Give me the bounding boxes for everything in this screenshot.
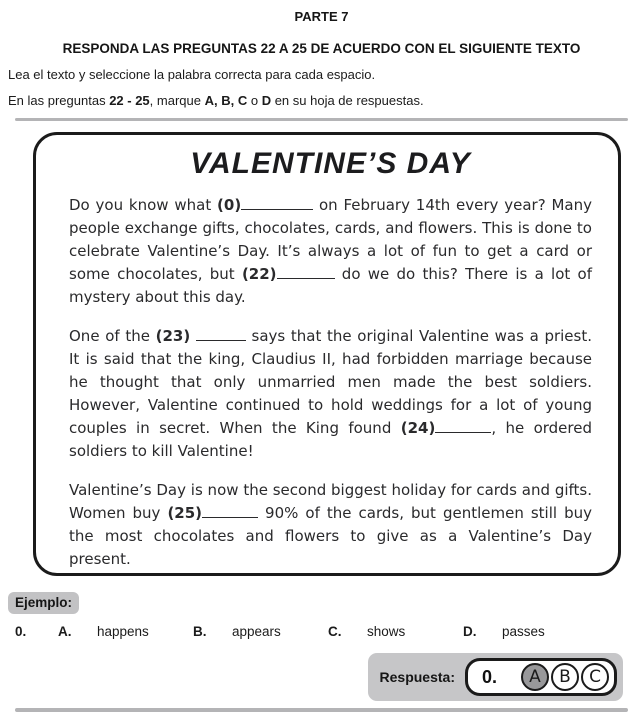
example-options-row: [15, 624, 643, 639]
bottom-divider: [15, 708, 628, 712]
answer-bubble-b[interactable]: B: [551, 663, 579, 691]
option-letter-d: D.: [463, 624, 477, 639]
fill-in-blank: [435, 418, 491, 433]
passage-paragraph-1: Do you know what (0) on February 14th every year? Many people exchange gifts, chocolates, cards, and flowers. This is done to celebrate Valentine’s Day. It’s always a lot of fun to get a card or some chocolates, but (22) do we do this? There is a lot of mystery about this day.: [69, 196, 592, 306]
passage-paragraph-2: One of the (23) says that the original Valentine was a priest. It is said that the king, Claudius II, had forbidden marriage because he thought that only unmarried men made the best soldiers. However, Valentine continued to hold weddings for a lot of young couples in secret. When the King found (24) , he ordered soldiers to kill Valentine!: [69, 327, 593, 460]
option-word-d: passes: [502, 624, 545, 639]
example-label: Ejemplo:: [8, 592, 79, 614]
answer-sheet: [465, 658, 617, 696]
passage-box: [33, 132, 621, 576]
option-letter-c: C.: [328, 624, 342, 639]
passage-paragraph-3: Valentine’s Day is now the second biggest holiday for cards and gifts. Women buy (25) 90% of the cards, but gentlemen still buy the most chocolates and flowers to give as a Valentine’s Day present.: [69, 481, 592, 568]
instruction-line-2: En las preguntas 22 - 25, marque A, B, C o D en su hoja de respuestas.: [8, 93, 424, 108]
top-divider: [15, 118, 628, 121]
answer-label: Respuesta:: [379, 669, 455, 685]
fill-in-blank: [241, 195, 313, 210]
fill-in-blank: [196, 326, 246, 341]
answer-bubble-a[interactable]: A: [521, 663, 549, 691]
fill-in-blank: [202, 503, 258, 518]
passage-title: VALENTINE’S DAY: [190, 147, 471, 180]
option-word-a: happens: [97, 624, 149, 639]
instruction-title: RESPONDA LAS PREGUNTAS 22 A 25 DE ACUERDO CON EL SIGUIENTE TEXTO: [62, 41, 581, 56]
answer-box: [368, 653, 623, 701]
answer-section: [0, 653, 623, 701]
option-letter-a: A.: [58, 624, 72, 639]
option-word-c: shows: [367, 624, 406, 639]
instruction-line-1: Lea el texto y seleccione la palabra correcta para cada espacio.: [8, 67, 376, 82]
answer-choices: [519, 663, 609, 691]
answer-bubble-c[interactable]: C: [581, 663, 609, 691]
option-letter-b: B.: [193, 624, 207, 639]
answer-question-number: 0.: [481, 666, 497, 687]
part-title: PARTE 7: [294, 9, 349, 24]
example-question-number: 0.: [15, 624, 27, 639]
option-word-b: appears: [232, 624, 281, 639]
fill-in-blank: [277, 264, 335, 279]
